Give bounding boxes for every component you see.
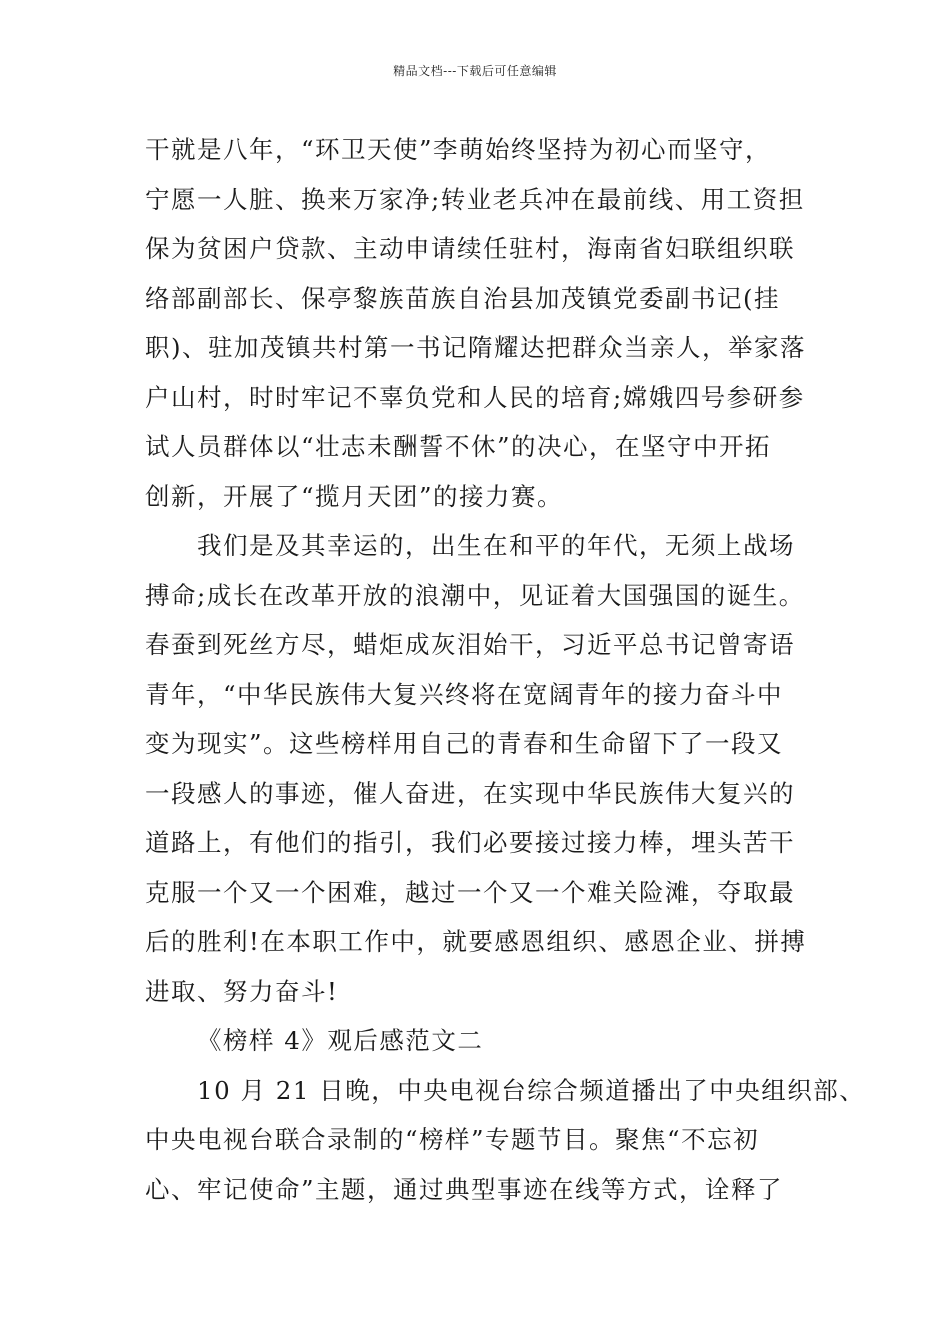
text-line: 干就是八年，“环卫天使”李萌始终坚持为初心而坚守， — [145, 135, 772, 164]
body-text — [145, 130, 866, 1219]
text-line: 户山村，时时牢记不辜负党和人民的培育;嫦娥四号参研参 — [145, 382, 805, 412]
text-line: 试人员群体以“壮志未酬誓不休”的决心，在坚守中开拓 — [145, 432, 772, 461]
text-line: 克服一个又一个困难，越过一个又一个难关险滩，夺取最 — [145, 877, 795, 907]
text-line: 心、牢记使命”主题，通过典型事迹在线等方式，诠释了 — [145, 1174, 784, 1204]
text-line: 搏命;成长在改革开放的浪潮中，见证着大国强国的诞生。 — [145, 580, 805, 610]
text-line: 保为贫困户贷款、主动申请续任驻村，海南省妇联组织联 — [145, 234, 795, 263]
text-line: 青年，“中华民族伟大复兴终将在宽阔青年的接力奋斗中 — [145, 679, 784, 709]
paragraph-start-line: 10 月 21 日晚，中央电视台综合频道播出了中央组织部、 — [197, 1075, 866, 1105]
text-line: 变为现实”。这些榜样用自己的青春和生命留下了一段又 — [145, 729, 784, 758]
section-heading: 《榜样 4》观后感范文二 — [197, 1026, 484, 1055]
page-header: 精品文档---下载后可任意编辑 — [393, 64, 557, 78]
text-line: 春蚕到死丝方尽，蜡炬成灰泪始干，习近平总书记曾寄语 — [145, 630, 795, 659]
paragraph-start-line: 我们是及其幸运的，出生在和平的年代，无须上战场 — [197, 531, 795, 560]
text-line: 络部副部长、保亭黎族苗族自治县加茂镇党委副书记(挂 — [145, 283, 781, 313]
text-line: 职)、驻加茂镇共村第一书记隋耀达把群众当亲人，举家落 — [145, 333, 807, 362]
text-line: 进取、努力奋斗! — [145, 976, 339, 1006]
text-line: 后的胜利!在本职工作中，就要感恩组织、感恩企业、拼搏 — [145, 927, 807, 956]
text-line: 创新，开展了“揽月天团”的接力赛。 — [145, 481, 564, 511]
text-line: 中央电视台联合录制的“榜样”专题节目。聚焦“不忘初 — [145, 1125, 760, 1154]
text-line: 宁愿一人脏、换来万家净;转业老兵冲在最前线、用工资担 — [145, 184, 805, 214]
text-line: 道路上，有他们的指引，我们必要接过接力棒，埋头苦干 — [145, 828, 795, 857]
text-line: 一段感人的事迹，催人奋进，在实现中华民族伟大复兴的 — [145, 778, 795, 808]
